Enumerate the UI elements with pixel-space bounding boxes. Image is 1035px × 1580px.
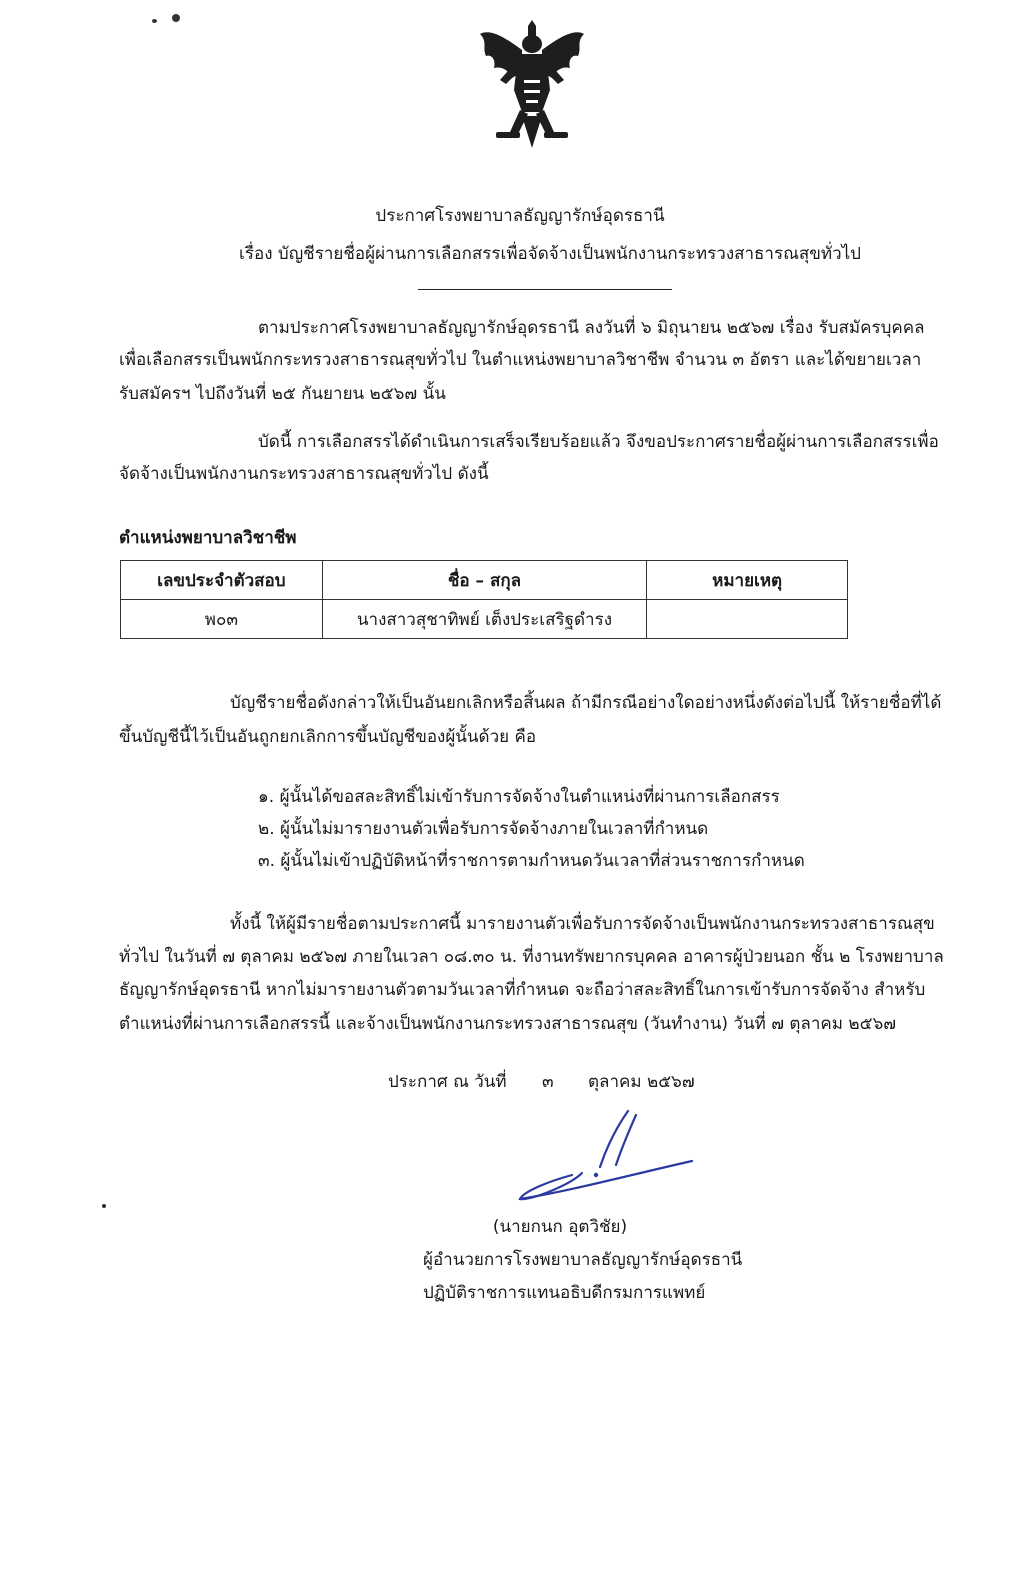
header-exam-id: เลขประจำตัวสอบ: [121, 561, 323, 600]
para3-line: ขึ้นบัญชีนี้ไว้เป็นอันถูกยกเลิกการขึ้นบัญชีของผู้นั้นด้วย คือ: [119, 727, 537, 747]
para4-line: ตำแหน่งที่ผ่านการเลือกสรรนี้ และจ้างเป็นพนักงานกระทรวงสาธารณสุข (วันทำงาน) วันที่ ๗ ตุลาคม ๒๕๖๗: [119, 1014, 897, 1034]
para4-line: ทั้งนี้ ให้ผู้มีรายชื่อตามประกาศนี้ มารายงานตัวเพื่อรับการจัดจ้างเป็นพนักงานกระทรวงสาธารณสุข: [230, 914, 935, 934]
para1-line: เพื่อเลือกสรรเป็นพนักกระทรวงสาธารณสุขทั่วไป ในตำแหน่งพยาบาลวิชาชีพ จำนวน ๓ อัตรา และได้ขยายเวลา: [119, 350, 922, 370]
speck: [102, 1204, 106, 1208]
cell-name: นางสาวสุชาทิพย์ เต็งประเสริฐดำรง: [322, 600, 647, 639]
title-divider: [418, 289, 672, 290]
announce-month-year: ตุลาคม ๒๕๖๗: [588, 1072, 695, 1092]
announcement-subject: เรื่อง บัญชีรายชื่อผู้ผ่านการเลือกสรรเพื่อจัดจ้างเป็นพนักงานกระทรวงสาธารณสุขทั่วไป: [239, 244, 861, 264]
results-table: [120, 560, 848, 639]
para2-line: จัดจ้างเป็นพนักงานกระทรวงสาธารณสุขทั่วไป ดังนี้: [119, 464, 489, 484]
condition-item: ๓. ผู้นั้นไม่เข้าปฏิบัติหน้าที่ราชการตามกำหนดวันเวลาที่ส่วนราชการกำหนด: [258, 851, 805, 871]
para1-line: ตามประกาศโรงพยาบาลธัญญารักษ์อุดรธานี ลงวันที่ ๖ มิถุนายน ๒๕๖๗ เรื่อง รับสมัครบุคคล: [258, 318, 925, 338]
condition-item: ๒. ผู้นั้นไม่มารายงานตัวเพื่อรับการจัดจ้างภายในเวลาที่กำหนด: [258, 819, 709, 839]
cell-exam-id: พ๐๓: [121, 600, 323, 639]
header-remark: หมายเหตุ: [647, 561, 848, 600]
header-name: ชื่อ – สกุล: [322, 561, 647, 600]
table-header-row: [121, 561, 848, 600]
signature-mark: [510, 1105, 700, 1205]
speck: [172, 14, 180, 22]
announcement-title: ประกาศโรงพยาบาลธัญญารักษ์อุดรธานี: [375, 206, 665, 226]
para4-line: ธัญญารักษ์อุดรธานี หากไม่มารายงานตัวตามวันเวลาที่กำหนด จะถือว่าสละสิทธิ์ในการเข้ารับการจัดจ้าง สำหรับ: [119, 980, 926, 1000]
para4-line: ทั่วไป ในวันที่ ๗ ตุลาคม ๒๕๖๗ ภายในเวลา ๐๘.๓๐ น. ที่งานทรัพยากรบุคคล อาคารผู้ป่วยนอก ชั้น ๒ โรงพยาบาล: [119, 947, 944, 967]
signer-title: ผู้อำนวยการโรงพยาบาลธัญญารักษ์อุดรธานี: [423, 1250, 743, 1270]
announce-day: ๓: [542, 1072, 554, 1092]
signer-title-acting: ปฏิบัติราชการแทนอธิบดีกรมการแพทย์: [423, 1283, 706, 1303]
para2-line: บัดนี้ การเลือกสรรได้ดำเนินการเสร็จเรียบร้อยแล้ว จึงขอประกาศรายชื่อผู้ผ่านการเลือกสรรเพื่อ: [258, 432, 939, 452]
para3-line: บัญชีรายชื่อดังกล่าวให้เป็นอันยกเลิกหรือสิ้นผล ถ้ามีกรณีอย่างใดอย่างหนึ่งดังต่อไปนี้ ให้รายชื่อที่ได้: [230, 693, 942, 713]
condition-item: ๑. ผู้นั้นได้ขอสละสิทธิ์ไม่เข้ารับการจัดจ้างในตำแหน่งที่ผ่านการเลือกสรร: [258, 787, 780, 807]
announce-date-label: ประกาศ ณ วันที่: [388, 1072, 507, 1092]
signer-name: (นายกนก อุตวิชัย): [492, 1217, 628, 1237]
position-title: ตำแหน่งพยาบาลวิชาชีพ: [119, 528, 297, 548]
garuda-emblem: [466, 20, 598, 152]
para1-line: รับสมัครฯ ไปถึงวันที่ ๒๕ กันยายน ๒๕๖๗ นั้น: [119, 384, 446, 404]
table-row: [121, 600, 848, 639]
cell-remark: [647, 600, 848, 639]
speck: [152, 19, 157, 23]
